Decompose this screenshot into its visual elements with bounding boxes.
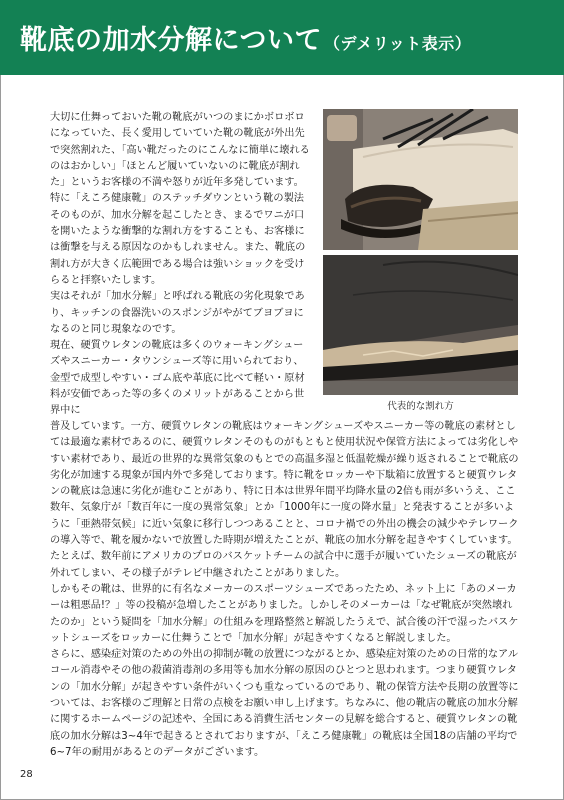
paragraph: さらに、感染症対策のための外出の抑制が靴の放置につながるとか、感染症対策のための日常的なアルコール消毒やその他の殺菌消毒剤の多用等も加水分解の原因のひとつと思われます。つまり硬質ウレタンの「加水分解」が起きやすい条件がいくつも重なっているのであり、靴の保管方法や長期の放置等については、お客様のご理解と日常の点検をお願い申し上げます。ちなみに、他の靴店の靴底の加水分解に関するホームページの記述や、全国にある消費生活センターの見解を総合すると、硬質ウレタンの靴底の加水分解は3~4年で起きるとされておりますが、「えころ健康靴」の靴底は全国18の店舗の平均で6~7年の耐用があるとのデータがございます。 <box>50 649 519 758</box>
paragraph: 実はそれが「加水分解」と呼ばれる靴底の劣化現象であり、キッチンの食器洗いのスポンジがやがてブヨブヨになるのと同じ現象なのです。 <box>50 291 305 335</box>
page-number: 28 <box>20 769 33 780</box>
shoe-photo-top-graphic <box>323 109 518 250</box>
paragraph: 現在、硬質ウレタンの靴底は多くのウォーキングシューズやスニーカー・タウンシューズ等に用いられており、金型で成型しやすい・ゴム底や革底に比べて軽い・原材料が安価であった等の多くのメリットがあることから世界中に <box>50 340 305 417</box>
title-subtitle: （デメリット表示） <box>323 34 472 53</box>
page-title <box>20 18 471 57</box>
paragraph: 普及しています。一方、硬質ウレタンの靴底はウォーキングシューズやスニーカー等の靴底の素材としては最適な素材であるのに、硬質ウレタンそのものがもともと使用状況や保管方法によっては劣化しやすい素材であり、最近の世界的な異常気象のもとでの高温多湿と低温乾燥が繰り返されることで靴底の劣化が加速する現象が国内外で多発しております。特に靴をロッカーや下駄箱に放置すると硬質ウレタンの靴底は急速に劣化が進むことがあり、特に日本は世界年間平均降水量の2倍も雨が多いうえ、ここ数年、気象庁が「数百年に一度の異常気象」とか「1000年に一度の降水量」と発表することが多いように「亜熱帯気候」に近い気象に移行しつつあることと、コロナ禍での外出の機会の減少やテレワークの導入等で、靴を履かないで放置した時期が増えたことが、靴底の加水分解を起きやすくしています。 <box>50 421 519 547</box>
shoe-photo-bottom-graphic <box>323 255 518 395</box>
shoe-photo-bottom <box>323 255 518 395</box>
paragraph: 大切に仕舞っておいた靴の靴底がいつのまにかボロボロになっていた、長く愛用していていた靴の靴底が外出先で突然割れた、「高い靴だったのにこんなに簡単に壊れるのはおかしい」「ほとんど履いていないのに靴底が割れた」というお客様の不満や怒りが近年多発しています。 <box>50 112 310 189</box>
page-header <box>0 0 564 75</box>
paragraph: 特に「えころ健康靴」のステッチダウンという靴の製法そのものが、加水分解を起こしたとき、まるでワニが口を開いたような衝撃的な割れ方をすることも、お客様には衝撃を与える原因なのかもしれません。また、靴底の割れ方が大きく広範囲である場合は強いショックを受けらると拝察いたします。 <box>50 193 306 286</box>
main-text-column <box>50 419 520 761</box>
paragraph: たとえば、数年前にアメリカのプロのバスケットチームの試合中に選手が履いていたシューズの靴底が外れてしまい、その様子がテレビ中継されたことがありました。 <box>50 551 517 579</box>
photo-caption: 代表的な割れ方 <box>387 401 454 412</box>
title-main: 靴底の加水分解について <box>20 25 322 56</box>
paragraph: しかもその靴は、世界的に有名なメーカーのスポーツシューズであったため、ネット上に「あのメーカーは粗悪品!？」等の投稿が急増したことがありました。しかしそのメーカーは「なぜ靴底が突然壊れたのか」という疑問を「加水分解」の仕組みを理路整然と解説したうえで、試合後の汗で湿ったバスケットシューズをロッカーに仕舞うことで「加水分解」が起きやすくなると解説しました。 <box>50 583 519 644</box>
intro-text-column <box>50 110 312 420</box>
shoe-photo-top <box>323 109 518 250</box>
